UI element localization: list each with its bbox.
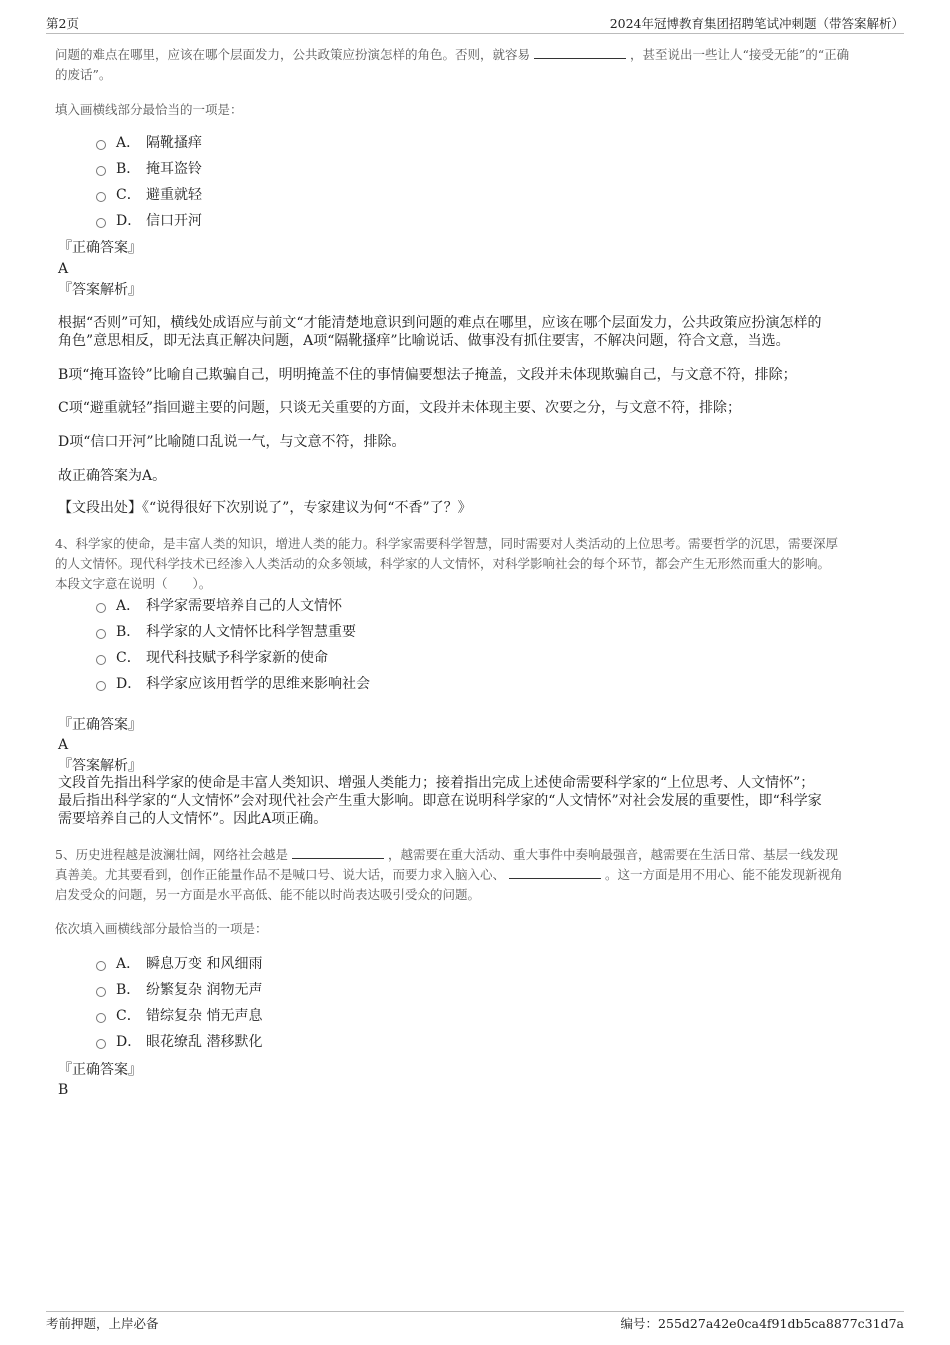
q5-stem-line2 (55, 865, 843, 885)
q5-option-b[interactable] (96, 980, 262, 1000)
q3-option-a[interactable] (96, 133, 202, 153)
option-letter: B． (116, 161, 141, 177)
radio-icon[interactable] (96, 655, 106, 665)
option-text: 避重就轻 (146, 187, 202, 203)
q3-option-b[interactable] (96, 159, 202, 179)
q5-stem-text-d: 。这一方面是用不用心、能不能发现新视角 (604, 867, 843, 882)
q3-stem-text-b: ，甚至说出一些让人“接受无能”的“正确 (629, 47, 850, 62)
q5-stem-text-a: 5、历史进程越是波澜壮阔，网络社会越是 (55, 847, 288, 862)
q3-option-c[interactable] (96, 185, 202, 205)
option-letter: A． (116, 956, 141, 972)
q3-analysis-line: D项“信口开河”比喻随口乱说一气，与文意不符，排除。 (58, 434, 406, 450)
q5-option-d[interactable] (96, 1032, 262, 1052)
q5-blank-1 (292, 846, 384, 859)
radio-icon[interactable] (96, 629, 106, 639)
q5-stem-line1 (55, 845, 838, 865)
q3-stem-text-a: 问题的难点在哪里，应该在哪个层面发力，公共政策应扮演怎样的角色。否则，就容易 (55, 47, 531, 62)
q5-stem-text-c: 真善美。尤其要看到，创作正能量作品不是喊口号、说大话，而要力求入脑入心、 (55, 867, 506, 882)
option-text: 掩耳盗铃 (146, 161, 202, 177)
option-text: 错综复杂 悄无声息 (146, 1008, 263, 1024)
document-title: 2024年冠博教育集团招聘笔试冲刺题（带答案解析） (609, 16, 904, 31)
q5-option-a[interactable] (96, 954, 262, 974)
q4-analysis-label: 『答案解析』 (58, 758, 142, 774)
q5-stem-text-b: ，越需要在重大活动、重大事件中奏响最强音，越需要在生活日常、基层一线发现 (387, 847, 838, 862)
q4-option-a[interactable] (96, 596, 342, 616)
radio-icon[interactable] (96, 987, 106, 997)
q3-analysis-line: C项“避重就轻”指回避主要的问题，只谈无关重要的方面，文段并未体现主要、次要之分，与文意不符，排除； (58, 400, 742, 416)
q4-answer-label: 『正确答案』 (58, 717, 142, 733)
q3-analysis-label: 『答案解析』 (58, 282, 142, 298)
q5-stem-line3: 启发受众的问题，另一方面是水平高低、能不能以时尚表达吸引受众的问题。 (55, 887, 481, 902)
option-text: 信口开河 (146, 213, 202, 229)
q4-stem-line: 本段文字意在说明（ ）。 (55, 576, 212, 591)
q3-answer-label: 『正确答案』 (58, 240, 142, 256)
q5-option-c[interactable] (96, 1006, 262, 1026)
q5-answer: B (58, 1082, 69, 1098)
radio-icon[interactable] (96, 603, 106, 613)
q4-option-c[interactable] (96, 648, 328, 668)
option-text: 科学家应该用哲学的思维来影响社会 (146, 676, 370, 692)
radio-icon[interactable] (96, 681, 106, 691)
footer-slogan: 考前押题，上岸必备 (46, 1316, 159, 1331)
q3-analysis-line: 角色”意思相反，即无法真正解决问题，A项“隔靴搔痒”比喻说话、做事没有抓住要害，不解决问题，符合文意，当选。 (58, 333, 790, 349)
option-letter: B． (116, 982, 141, 998)
option-text: 现代科技赋予科学家新的使命 (146, 650, 328, 666)
q3-stem-line2: 的废话”。 (55, 67, 112, 82)
q3-analysis-line: B项“掩耳盗铃”比喻自己欺骗自己，明明掩盖不住的事情偏要想法子掩盖，文段并未体现欺骗自己，与文意不符，排除； (58, 367, 797, 383)
option-text: 纷繁复杂 润物无声 (146, 982, 263, 998)
radio-icon[interactable] (96, 192, 106, 202)
radio-icon[interactable] (96, 1039, 106, 1049)
option-letter: C． (116, 187, 141, 203)
radio-icon[interactable] (96, 218, 106, 228)
q5-prompt: 依次填入画横线部分最恰当的一项是： (55, 921, 268, 936)
option-letter: B． (116, 624, 141, 640)
q4-answer: A (58, 737, 69, 753)
option-text: 隔靴搔痒 (146, 135, 202, 151)
q4-stem-line: 4、科学家的使命，是丰富人类的知识，增进人类的能力。科学家需要科学智慧，同时需要对人类活动的上位思考。需要哲学的沉思，需要深厚 (55, 536, 838, 551)
q3-prompt: 填入画横线部分最恰当的一项是： (55, 102, 243, 117)
radio-icon[interactable] (96, 1013, 106, 1023)
q3-analysis-line: 故正确答案为A。 (58, 468, 167, 484)
option-letter: C． (116, 1008, 141, 1024)
q3-analysis-line: 根据“否则”可知，横线处成语应与前文“才能清楚地意识到问题的难点在哪里，应该在哪个层面发力，公共政策应扮演怎样的 (58, 315, 822, 331)
q4-analysis-line: 文段首先指出科学家的使命是丰富人类知识、增强人类能力；接着指出完成上述使命需要科学家的“上位思考、人文情怀”； (58, 775, 815, 791)
radio-icon[interactable] (96, 961, 106, 971)
q4-analysis-line: 最后指出科学家的“人文情怀”会对现代社会产生重大影响。即意在说明科学家的“人文情怀”对社会发展的重要性，即“科学家 (58, 793, 822, 809)
q3-option-d[interactable] (96, 211, 202, 231)
option-text: 科学家需要培养自己的人文情怀 (146, 598, 342, 614)
footer-divider (46, 1311, 904, 1312)
radio-icon[interactable] (96, 140, 106, 150)
option-text: 科学家的人文情怀比科学智慧重要 (146, 624, 356, 640)
q4-option-b[interactable] (96, 622, 356, 642)
q4-analysis-line: 需要培养自己的人文情怀”。因此A项正确。 (58, 811, 328, 827)
option-letter: D． (116, 676, 142, 692)
option-letter: A． (116, 135, 141, 151)
option-letter: D． (116, 1034, 142, 1050)
q3-answer: A (58, 261, 69, 277)
q3-stem-line1 (55, 45, 849, 65)
footer-doc-id: 编号：255d27a42e0ca4f91db5ca8877c31d7a (620, 1316, 904, 1331)
option-letter: A． (116, 598, 141, 614)
q3-blank (534, 46, 626, 59)
option-letter: C． (116, 650, 141, 666)
option-text: 眼花缭乱 潜移默化 (146, 1034, 263, 1050)
q5-blank-2 (509, 866, 601, 879)
option-letter: D． (116, 213, 142, 229)
header-divider (46, 33, 904, 34)
q4-option-d[interactable] (96, 674, 370, 694)
radio-icon[interactable] (96, 166, 106, 176)
q3-source: 【文段出处】《“说得很好下次别说了”，专家建议为何“不香”了？》 (58, 500, 472, 516)
q4-stem-line: 的人文情怀。现代科学技术已经渗入人类活动的众多领域，科学家的人文情怀，对科学影响社会的每个环节，都会产生无形然而重大的影响。 (55, 556, 831, 571)
option-text: 瞬息万变 和风细雨 (146, 956, 263, 972)
q5-answer-label: 『正确答案』 (58, 1062, 142, 1078)
page-number: 第2页 (46, 16, 79, 31)
